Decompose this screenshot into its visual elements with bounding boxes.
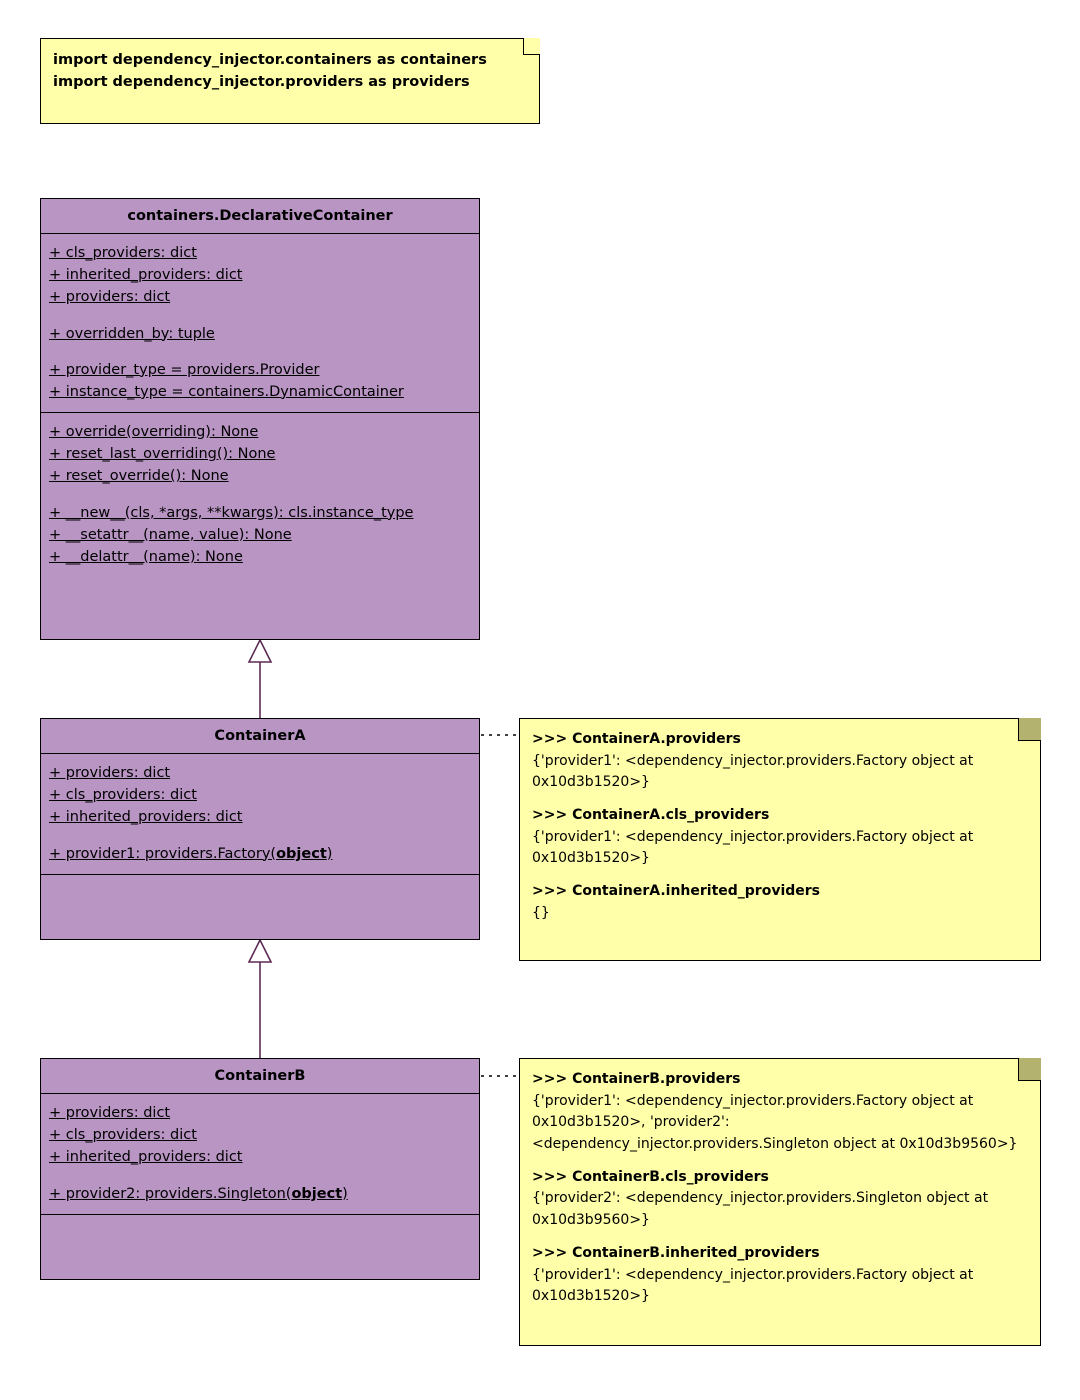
note-body: {'provider1': <dependency_injector.providers.Factory object at 0x10d3b1520>, 'provider2': <dependency_injector.providers.Singleton object at 0x10d3b9560>} — [532, 1092, 1018, 1153]
class-title-container-b: ContainerB — [41, 1059, 479, 1094]
note-fold-icon — [1018, 1058, 1041, 1081]
attribute-row: + cls_providers: dict — [49, 787, 197, 804]
attributes-compartment-container-b — [41, 1094, 479, 1215]
class-title-container-a: ContainerA — [41, 719, 479, 754]
note-body: {'provider1': <dependency_injector.providers.Factory object at 0x10d3b1520>} — [532, 828, 974, 867]
method-row: + __setattr__(name, value): None — [49, 526, 292, 543]
methods-compartment-container-a — [41, 875, 479, 920]
attribute-row: + overridden_by: tuple — [49, 325, 215, 342]
attribute-spacer — [49, 345, 471, 359]
inheritance-arrowhead-a — [249, 640, 271, 662]
inheritance-arrowhead-b — [249, 940, 271, 962]
note-heading: >>> ContainerA.providers — [532, 731, 741, 747]
note-fold-icon — [523, 38, 540, 55]
method-spacer — [49, 488, 471, 502]
method-row: + __delattr__(name): None — [49, 548, 243, 565]
note-container-a-output — [519, 718, 1041, 961]
methods-compartment-container-b — [41, 1215, 479, 1260]
class-box-container-b[interactable] — [40, 1058, 480, 1280]
attribute-row: + providers: dict — [49, 765, 171, 781]
attributes-compartment-declarative-container — [41, 234, 479, 413]
note-heading: >>> ContainerA.inherited_providers — [532, 883, 821, 900]
attribute-row: + cls_providers: dict — [49, 1127, 197, 1144]
note-body: {'provider1': <dependency_injector.providers.Factory object at 0x10d3b1520>} — [532, 1266, 974, 1305]
methods-compartment-declarative-container — [41, 413, 479, 577]
method-row: + reset_override(): None — [49, 468, 229, 485]
attribute-spacer — [49, 309, 471, 323]
attribute-row: + inherited_providers: dict — [49, 267, 243, 284]
attribute-spacer — [49, 829, 471, 843]
note-body: {'provider1': <dependency_injector.providers.Factory object at 0x10d3b1520>} — [532, 752, 974, 791]
note-imports-line-2: import dependency_injector.providers as providers — [53, 74, 470, 91]
method-row: + __new__(cls, *args, **kwargs): cls.instance_type — [49, 504, 414, 521]
attribute-row: + instance_type = containers.DynamicContainer — [49, 383, 404, 400]
note-imports — [40, 38, 540, 124]
note-heading: >>> ContainerB.inherited_providers — [532, 1244, 820, 1261]
note-container-b-output — [519, 1058, 1041, 1346]
attribute-row: + providers: dict — [49, 289, 171, 306]
attribute-spacer — [49, 1169, 471, 1183]
note-imports-line-1: import dependency_injector.containers as containers — [53, 52, 487, 68]
note-body: {'provider2': <dependency_injector.providers.Singleton object at 0x10d3b9560>} — [532, 1190, 989, 1229]
attribute-row: + providers: dict — [49, 1105, 171, 1121]
class-box-declarative-container[interactable] — [40, 198, 480, 640]
attribute-row: + provider_type = providers.Provider — [49, 361, 320, 378]
note-heading: >>> ContainerA.cls_providers — [532, 807, 770, 824]
method-row: + override(overriding): None — [49, 424, 259, 441]
class-box-container-a[interactable] — [40, 718, 480, 940]
note-heading: >>> ContainerB.cls_providers — [532, 1168, 769, 1185]
attribute-row: + inherited_providers: dict — [49, 1149, 243, 1166]
attribute-row: + provider2: providers.Singleton(object) — [49, 1185, 348, 1202]
class-title-declarative-container: containers.DeclarativeContainer — [41, 199, 479, 234]
attribute-row: + inherited_providers: dict — [49, 809, 243, 826]
method-row: + reset_last_overriding(): None — [49, 446, 276, 463]
attribute-row: + cls_providers: dict — [49, 245, 197, 261]
note-heading: >>> ContainerB.providers — [532, 1071, 741, 1087]
attribute-row: + provider1: providers.Factory(object) — [49, 845, 333, 862]
note-fold-icon — [1018, 718, 1041, 741]
attributes-compartment-container-a — [41, 754, 479, 875]
note-body: {} — [532, 904, 550, 921]
